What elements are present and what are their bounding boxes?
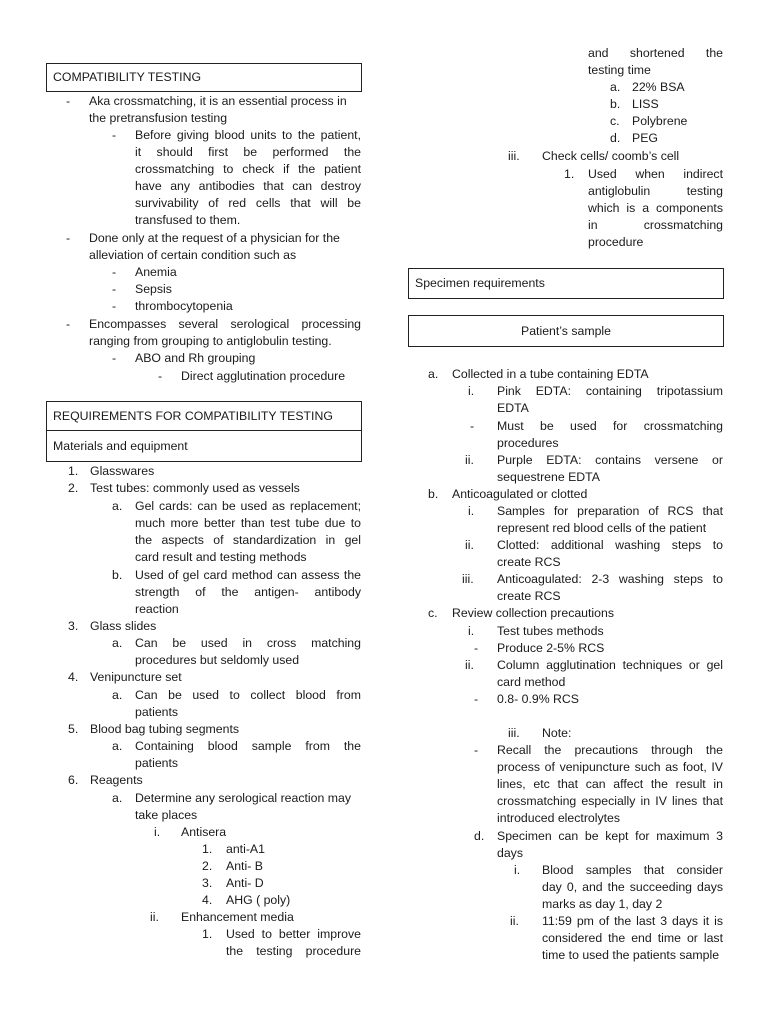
body-text-line: sequestrene EDTA xyxy=(497,470,600,484)
dash-marker: - xyxy=(112,299,117,313)
list-number: 1. xyxy=(564,167,575,181)
list-item: ABO and Rh grouping xyxy=(135,351,256,365)
body-text-line: Encompasses several serological processing xyxy=(89,317,361,331)
body-text-line: Must be used for crossmatching xyxy=(497,419,723,433)
list-letter: a. xyxy=(610,80,621,94)
list-letter: a. xyxy=(112,636,123,650)
body-text-line: have any antibodies that can destroy xyxy=(135,179,361,193)
section-heading-compatibility-testing xyxy=(46,63,362,92)
body-text-line: ranging from grouping to antiglobulin testing. xyxy=(89,334,332,348)
section-heading-patients-sample xyxy=(408,315,724,347)
list-number: 6. xyxy=(68,773,79,787)
list-number: 4. xyxy=(68,670,79,684)
section-heading-text: COMPATIBILITY TESTING xyxy=(53,70,202,85)
body-text-line: Can be used to collect blood from xyxy=(135,688,361,702)
dash-marker: - xyxy=(470,419,475,433)
body-text-line: the testing procedure xyxy=(226,944,361,958)
body-text-line: and shortened the xyxy=(588,46,723,60)
body-text-line: Purple EDTA: contains versene or xyxy=(497,453,723,467)
body-text-line: patients xyxy=(135,705,179,719)
list-number: 5. xyxy=(68,722,79,736)
body-text-line: the aspects of standardization in gel xyxy=(135,533,361,547)
list-letter: c. xyxy=(428,606,438,620)
body-text-line: introduced electrolytes xyxy=(497,811,621,825)
body-text-line: procedures but seldomly used xyxy=(135,653,300,667)
body-text-line: patients xyxy=(135,756,179,770)
list-item: Polybrene xyxy=(632,114,688,128)
dash-marker: - xyxy=(158,369,163,383)
list-item: Antisera xyxy=(181,825,227,839)
list-number: 1. xyxy=(202,927,213,941)
list-letter: d. xyxy=(610,131,621,145)
list-item: Anti- B xyxy=(226,859,263,873)
list-item: Enhancement media xyxy=(181,910,294,924)
list-roman: i. xyxy=(514,863,521,877)
list-letter: a. xyxy=(428,367,439,381)
body-text-line: survivability of red cells that will be xyxy=(135,196,361,210)
body-text-line: Can be used in cross matching xyxy=(135,636,361,650)
body-text-line: crossmatching to check if the patient xyxy=(135,162,361,176)
dash-marker: - xyxy=(66,94,71,108)
body-text-line: procedures xyxy=(497,436,559,450)
body-text-line: the pretransfusion testing xyxy=(89,111,228,125)
dash-marker: - xyxy=(112,351,117,365)
body-text-line: Used to better improve xyxy=(226,927,361,941)
body-text-line: create RCS xyxy=(497,589,561,603)
body-text-line: card method xyxy=(497,675,566,689)
list-letter: c. xyxy=(610,114,620,128)
list-letter: a. xyxy=(112,739,123,753)
list-item: Anticoagulated or clotted xyxy=(452,487,588,501)
list-roman: i. xyxy=(468,624,475,638)
body-text-line: Samples for preparation of RCS that xyxy=(497,504,723,518)
body-text-line: create RCS xyxy=(497,555,561,569)
body-text-line: antiglobulin testing xyxy=(588,184,723,198)
dash-marker: - xyxy=(112,128,117,142)
list-letter: a. xyxy=(112,791,123,805)
list-item: Anemia xyxy=(135,265,177,279)
subsection-heading-materials xyxy=(46,430,362,462)
list-roman: ii. xyxy=(465,453,474,467)
list-roman: i. xyxy=(468,384,475,398)
list-roman: ii. xyxy=(465,658,474,672)
list-roman: ii. xyxy=(510,914,519,928)
body-text-line: Done only at the request of a physician for the xyxy=(89,231,340,245)
section-heading-text: Specimen requirements xyxy=(415,276,545,291)
body-text-line: considered the end time or last xyxy=(542,931,723,945)
body-text-line: Recall the precautions through the xyxy=(497,743,723,757)
list-roman: iii. xyxy=(462,572,474,586)
body-text-line: process of venipuncture such as foot, IV xyxy=(497,760,723,774)
list-item: Venipuncture set xyxy=(90,670,182,684)
list-letter: b. xyxy=(428,487,439,501)
section-heading-text: Patient’s sample xyxy=(521,323,611,338)
body-text-line: time to used the patients sample xyxy=(542,948,720,962)
list-item: Glass slides xyxy=(90,619,157,633)
dash-marker: - xyxy=(474,692,479,706)
list-letter: a. xyxy=(112,688,123,702)
body-text-line: Column agglutination techniques or gel xyxy=(497,658,723,672)
body-text-line: 11:59 pm of the last 3 days it is xyxy=(542,914,723,928)
list-item: 22% BSA xyxy=(632,80,685,94)
body-text-line: transfused to them. xyxy=(135,213,241,227)
list-item: Note: xyxy=(542,726,572,740)
list-roman: ii. xyxy=(150,910,159,924)
list-item: Reagents xyxy=(90,773,143,787)
list-letter: b. xyxy=(610,97,621,111)
list-item: PEG xyxy=(632,131,658,145)
list-number: 2. xyxy=(202,859,213,873)
list-roman: i. xyxy=(468,504,475,518)
body-text-line: EDTA xyxy=(497,401,529,415)
dash-marker: - xyxy=(474,641,479,655)
list-item: Check cells/ coomb’s cell xyxy=(542,149,680,163)
body-text-line: Gel cards: can be used as replacement; xyxy=(135,499,361,513)
body-text-line: days xyxy=(497,846,523,860)
list-item: Produce 2-5% RCS xyxy=(497,641,605,655)
list-number: 1. xyxy=(202,842,213,856)
dash-marker: - xyxy=(66,231,71,245)
dash-marker: - xyxy=(474,743,479,757)
list-item: 0.8- 0.9% RCS xyxy=(497,692,580,706)
body-text-line: day 0, and the succeeding days xyxy=(542,880,723,894)
list-item: anti-A1 xyxy=(226,842,265,856)
body-text-line: testing time xyxy=(588,63,651,77)
list-letter: a. xyxy=(112,499,123,513)
body-text-line: Used when indirect xyxy=(588,167,723,181)
list-item: Collected in a tube containing EDTA xyxy=(452,367,649,381)
body-text-line: card result and testing methods xyxy=(135,550,307,564)
body-text-line: Anticoagulated: 2-3 washing steps to xyxy=(497,572,723,586)
body-text-line: Clotted: additional washing steps to xyxy=(497,538,723,552)
body-text-line: Containing blood sample from the xyxy=(135,739,361,753)
list-item: Direct agglutination procedure xyxy=(181,369,346,383)
body-text-line: it should first be performed the xyxy=(135,145,361,159)
body-text-line: marks as day 1, day 2 xyxy=(542,897,663,911)
dash-marker: - xyxy=(66,317,71,331)
body-text-line: alleviation of certain condition such as xyxy=(89,248,297,262)
body-text-line: much more better than test tube due to xyxy=(135,516,361,530)
list-roman: i. xyxy=(154,825,161,839)
list-item: Blood bag tubing segments xyxy=(90,722,240,736)
list-roman: ii. xyxy=(465,538,474,552)
body-text-line: Used of gel card method can assess the xyxy=(135,568,361,582)
body-text-line: crossmatching especially in IV lines that xyxy=(497,794,723,808)
body-text-line: Before giving blood units to the patient, xyxy=(135,128,361,142)
list-item: Sepsis xyxy=(135,282,172,296)
list-item: Anti- D xyxy=(226,876,264,890)
list-item: thrombocytopenia xyxy=(135,299,233,313)
list-item: Glasswares xyxy=(90,464,155,478)
list-number: 1. xyxy=(68,464,79,478)
list-number: 3. xyxy=(68,619,79,633)
list-roman: iii. xyxy=(508,149,520,163)
body-text-line: lines, etc that can affect the result in xyxy=(497,777,723,791)
dash-marker: - xyxy=(112,265,117,279)
section-heading-text: Materials and equipment xyxy=(53,438,188,453)
body-text-line: Pink EDTA: containing tripotassium xyxy=(497,384,723,398)
list-item: Test tubes methods xyxy=(497,624,604,638)
dash-marker: - xyxy=(112,282,117,296)
list-number: 2. xyxy=(68,481,79,495)
body-text-line: Specimen can be kept for maximum 3 xyxy=(497,829,723,843)
section-heading-specimen-requirements xyxy=(408,268,724,299)
body-text-line: Aka crossmatching, it is an essential process in xyxy=(89,94,347,108)
body-text-line: in crossmatching xyxy=(588,218,723,232)
body-text-line: procedure xyxy=(588,235,644,249)
list-letter: b. xyxy=(112,568,123,582)
list-item: Review collection precautions xyxy=(452,606,614,620)
body-text-line: Determine any serological reaction may xyxy=(135,791,351,805)
body-text-line: which is a components xyxy=(588,201,723,215)
body-text-line: reaction xyxy=(135,602,179,616)
body-text-line: represent red blood cells of the patient xyxy=(497,521,707,535)
list-number: 3. xyxy=(202,876,213,890)
section-heading-requirements xyxy=(46,401,362,431)
body-text-line: take places xyxy=(135,808,198,822)
list-letter: d. xyxy=(474,829,485,843)
body-text-line: Blood samples that consider xyxy=(542,863,723,877)
section-heading-text: REQUIREMENTS FOR COMPATIBILITY TESTING xyxy=(53,408,333,423)
list-number: 4. xyxy=(202,893,213,907)
list-item: AHG ( poly) xyxy=(226,893,291,907)
body-text-line: strength of the antigen- antibody xyxy=(135,585,361,599)
list-item: LISS xyxy=(632,97,659,111)
list-item: Test tubes: commonly used as vessels xyxy=(90,481,300,495)
list-roman: iii. xyxy=(508,726,520,740)
